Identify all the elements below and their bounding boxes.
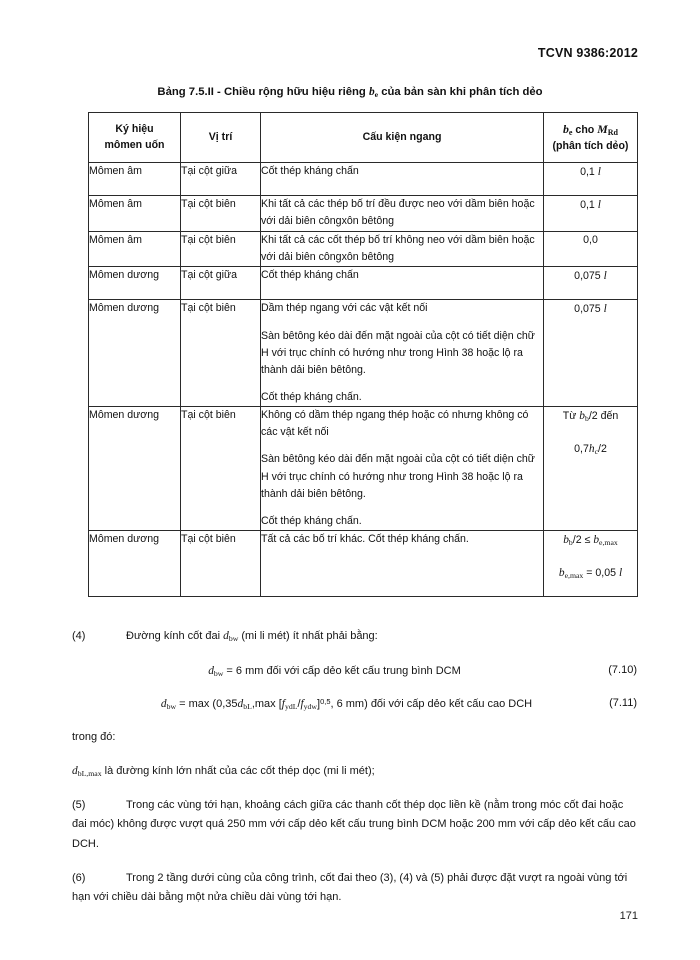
cell-position: Tại cột biên <box>181 231 261 266</box>
equation-7-11-fydl-base: f <box>281 698 285 711</box>
cell-paragraph: 0,075 l <box>574 303 607 316</box>
column-header-be-symbol-sub: e <box>568 128 573 138</box>
equation-7-11-dbl-base: d <box>237 698 244 711</box>
definition-dbl-max-text: là đường kính lớn nhất của các cốt thép dọc (mi li mét); <box>101 765 375 778</box>
inline-symbol-sub: e,max <box>564 570 584 580</box>
effective-width-table <box>88 112 638 597</box>
equation-7-10-text: = 6 mm đối với cấp dẻo kết cấu trung bình DCM <box>223 664 461 677</box>
table-caption-symbol <box>369 86 378 98</box>
cell-paragraph: Khi tất cả các thép bố trí đều được neo với dầm biên hoặc với dải biên côngxôn bêtông <box>261 198 535 228</box>
cell-moment-sign: Mômen dương <box>89 266 181 299</box>
inline-symbol-sub: c <box>594 446 599 456</box>
cell-position: Tại cột giữa <box>181 162 261 195</box>
cell-paragraph: Cốt thép kháng chấn <box>261 164 359 177</box>
equation-7-10-dbw-symbol <box>208 665 223 677</box>
table-caption-symbol-base: b <box>368 86 375 98</box>
equation-7-11-body <box>161 694 548 715</box>
dblmax-symbol-base: d <box>72 765 78 778</box>
dbw-symbol-base: d <box>223 630 229 642</box>
cell-paragraph: 0,1 l <box>580 199 601 212</box>
equation-7-10-dbw-base: d <box>208 664 214 677</box>
equation-7-11-fydw-base: f <box>300 698 304 711</box>
equation-7-11-fydl-symbol <box>281 698 301 712</box>
paragraph-4-marker: (4) <box>72 630 86 642</box>
table-header-row <box>89 113 638 163</box>
cell-paragraph: $b_{e,max} = 0,05$ l <box>558 566 623 580</box>
column-header-moment-sign-line2: mômen uốn <box>104 139 165 152</box>
column-header-position: Vị trí <box>181 113 261 163</box>
cell-transverse-member <box>261 196 544 231</box>
inline-symbol-sub: b <box>584 414 589 424</box>
definition-dbl-max <box>72 761 637 782</box>
equation-7-10-dbw-sub: bw <box>213 668 224 678</box>
equation-7-11-dbw-base: d <box>160 698 167 711</box>
cell-be-value <box>544 162 638 195</box>
cell-paragraph: Không có dầm thép ngang thép hoặc có nhưng không có các vật kết nối <box>261 409 529 439</box>
equation-7-11-row <box>72 694 637 715</box>
table-row <box>89 300 638 407</box>
table-row <box>89 407 638 531</box>
cell-paragraph: Cốt thép kháng chấn. <box>261 514 362 527</box>
cell-paragraph: Sàn bêtông kéo dài đến mặt ngoài của cột có tiết diện chữ H với trục chính có hướng như trong Hình 38 hoặc lộ ra thành dải biên bêtông. <box>261 329 535 376</box>
cell-be-value <box>544 531 638 597</box>
page-number: 171 <box>619 910 638 922</box>
table-row <box>89 162 638 195</box>
cell-be-value <box>544 407 638 531</box>
inline-symbol: $h_c$ <box>588 442 599 456</box>
cell-paragraph: Cốt thép kháng chấn. <box>261 391 362 403</box>
cell-paragraph: 0,1 l <box>580 165 601 178</box>
paragraph-4-text-pre: Đường kính cốt đai <box>126 630 224 642</box>
column-header-mrd-symbol-base: M <box>597 122 608 136</box>
table-caption-symbol-sub: e <box>374 90 379 100</box>
cell-moment-sign: Mômen âm <box>89 196 181 231</box>
paragraph-4 <box>72 626 637 647</box>
cell-moment-sign: Mômen âm <box>89 162 181 195</box>
paragraph-6-text: Trong 2 tầng dưới cùng của công trình, cốt đai theo (3), (4) và (5) phải được đặt vượt ra ngoài vùng tới hạn với chiều dài bằng một nửa chiều dài vùng tới hạn. <box>72 871 628 904</box>
inline-symbol: $b_{e,max}$ <box>593 534 618 548</box>
table-row <box>89 531 638 597</box>
dbw-symbol-sub: bw <box>228 634 239 644</box>
column-header-be-mid: cho <box>572 124 598 136</box>
length-symbol: l <box>597 199 601 212</box>
cell-paragraph: 0,0 <box>583 233 598 246</box>
column-header-be-value <box>544 113 638 163</box>
cell-be-value <box>544 231 638 266</box>
inline-symbol: $b_b$ <box>579 410 589 424</box>
where-label: trong đó: <box>72 730 116 743</box>
equation-7-11-dbl-sub: bL <box>243 702 252 712</box>
cell-be-value <box>544 266 638 299</box>
equation-7-11-number: (7.11) <box>609 697 637 710</box>
cell-paragraph: 0,075 l <box>574 269 607 282</box>
cell-moment-sign: Mômen âm <box>89 231 181 266</box>
length-symbol: l <box>597 165 601 178</box>
cell-be-value <box>544 196 638 231</box>
cell-paragraph: Cốt thép kháng chấn <box>261 268 359 281</box>
cell-transverse-member <box>261 162 544 195</box>
cell-moment-sign: Mômen dương <box>89 407 181 531</box>
inline-symbol-sub: b <box>568 538 573 548</box>
cell-transverse-member <box>261 231 544 266</box>
equation-7-10-body <box>208 661 501 682</box>
table-caption-suffix: của bản sàn khi phân tích dẻo <box>378 86 543 98</box>
cell-position: Tại cột biên <box>181 407 261 531</box>
equation-7-11-fydw-symbol <box>300 698 321 712</box>
equation-7-11-fydl-sub: ydL <box>284 702 298 712</box>
cell-moment-sign: Mômen dương <box>89 300 181 407</box>
equation-7-11-t4: ] <box>317 698 321 711</box>
equation-7-11-t1: = max (0,35 <box>176 698 238 711</box>
cell-position: Tại cột giữa <box>181 266 261 299</box>
dblmax-symbol <box>72 765 102 777</box>
cell-position: Tại cột biên <box>181 300 261 407</box>
cell-paragraph: $b_b/2 \le b_{e,max}$ <box>563 534 618 548</box>
table-caption <box>0 86 700 98</box>
column-header-be-line2: (phân tích dẻo) <box>552 140 629 153</box>
cell-position: Tại cột biên <box>181 531 261 597</box>
table-header <box>89 113 638 163</box>
equation-7-11-dbw-sub: bw <box>166 702 177 712</box>
effective-width-table-wrapper <box>88 112 637 597</box>
table-row <box>89 231 638 266</box>
equation-7-10-row <box>72 661 637 682</box>
paragraph-4-text-post: (mi li mét) ít nhất phải bằng: <box>238 630 378 642</box>
column-header-be-symbol-base: b <box>563 122 569 136</box>
paragraph-5 <box>72 796 637 855</box>
paragraph-6 <box>72 869 637 908</box>
column-header-moment-sign-line1: Ký hiệu <box>115 123 154 135</box>
table-body <box>89 162 638 596</box>
equation-7-11-t3: / <box>297 698 301 711</box>
equation-7-11-dbw-symbol <box>161 698 176 710</box>
cell-paragraph: Sàn bêtông kéo dài đến mặt ngoài của cột có tiết diện chữ H với trục chính có hướng như trong Hình 38 hoặc lộ ra thành dải biên bêtông. <box>261 453 535 500</box>
equation-7-11-t5: , 6 mm) đối với cấp dẻo kết cấu cao DCH <box>330 698 533 711</box>
cell-transverse-member <box>261 266 544 299</box>
equation-7-11-dbl-symbol <box>238 698 252 710</box>
cell-transverse-member <box>261 300 544 407</box>
length-symbol: l <box>603 303 607 316</box>
column-header-mrd-symbol <box>597 122 618 136</box>
inline-symbol-sub: e,max <box>599 538 618 548</box>
cell-transverse-member <box>261 407 544 531</box>
dblmax-symbol-sub: bL,max <box>77 769 102 779</box>
paragraph-6-marker: (6) <box>72 871 86 884</box>
column-header-moment-sign <box>89 113 181 163</box>
cell-paragraph: Dầm thép ngang với các vật kết nối <box>261 302 428 315</box>
cell-position: Tại cột biên <box>181 196 261 231</box>
column-header-transverse-member: Cấu kiện ngang <box>261 113 544 163</box>
equation-7-10-number: (7.10) <box>608 663 637 676</box>
cell-paragraph: Từ $b_b/2$ đến <box>562 410 619 424</box>
equation-7-11-fydw-sub: ydw <box>303 702 318 712</box>
length-symbol: l <box>603 269 607 282</box>
column-header-mrd-symbol-sub: Rd <box>607 128 618 138</box>
length-symbol: l <box>618 566 623 579</box>
cell-transverse-member <box>261 531 544 597</box>
table-caption-prefix: Bảng 7.5.II - Chiều rộng hữu hiệu riêng <box>157 86 369 98</box>
paragraph-5-marker: (5) <box>72 798 86 811</box>
paragraph-5-text: Trong các vùng tới hạn, khoảng cách giữa các thanh cốt thép dọc liền kề (nằm trong móc cốt đai hoặc đai móc) không được vượt quá 250 mm với cấp dẻo kết cấu trung bình DCM hoặc 200 mm với cấp dẻo kết cấu cao DCH. <box>72 798 636 851</box>
table-row <box>89 266 638 299</box>
table-row <box>89 196 638 231</box>
equation-7-11-t2: ,max [ <box>251 698 282 711</box>
inline-symbol: $b_{e,max}$ <box>558 566 584 580</box>
document-header-standard-code: TCVN 9386:2012 <box>537 46 638 60</box>
cell-paragraph: Tất cả các bố trí khác. Cốt thép kháng chấn. <box>261 533 469 546</box>
cell-paragraph: $0,7h_c/2$ <box>574 442 607 456</box>
body-text-block <box>72 626 637 922</box>
equation-7-11-exponent: 0,5 <box>320 696 331 706</box>
inline-symbol: $b_b$ <box>563 534 573 548</box>
cell-paragraph: Khi tất cả các cốt thép bố trí không neo với dầm biên hoặc với dải biên côngxôn bêtông <box>261 233 535 263</box>
dbw-symbol <box>223 630 238 642</box>
cell-be-value <box>544 300 638 407</box>
cell-moment-sign: Mômen dương <box>89 531 181 597</box>
